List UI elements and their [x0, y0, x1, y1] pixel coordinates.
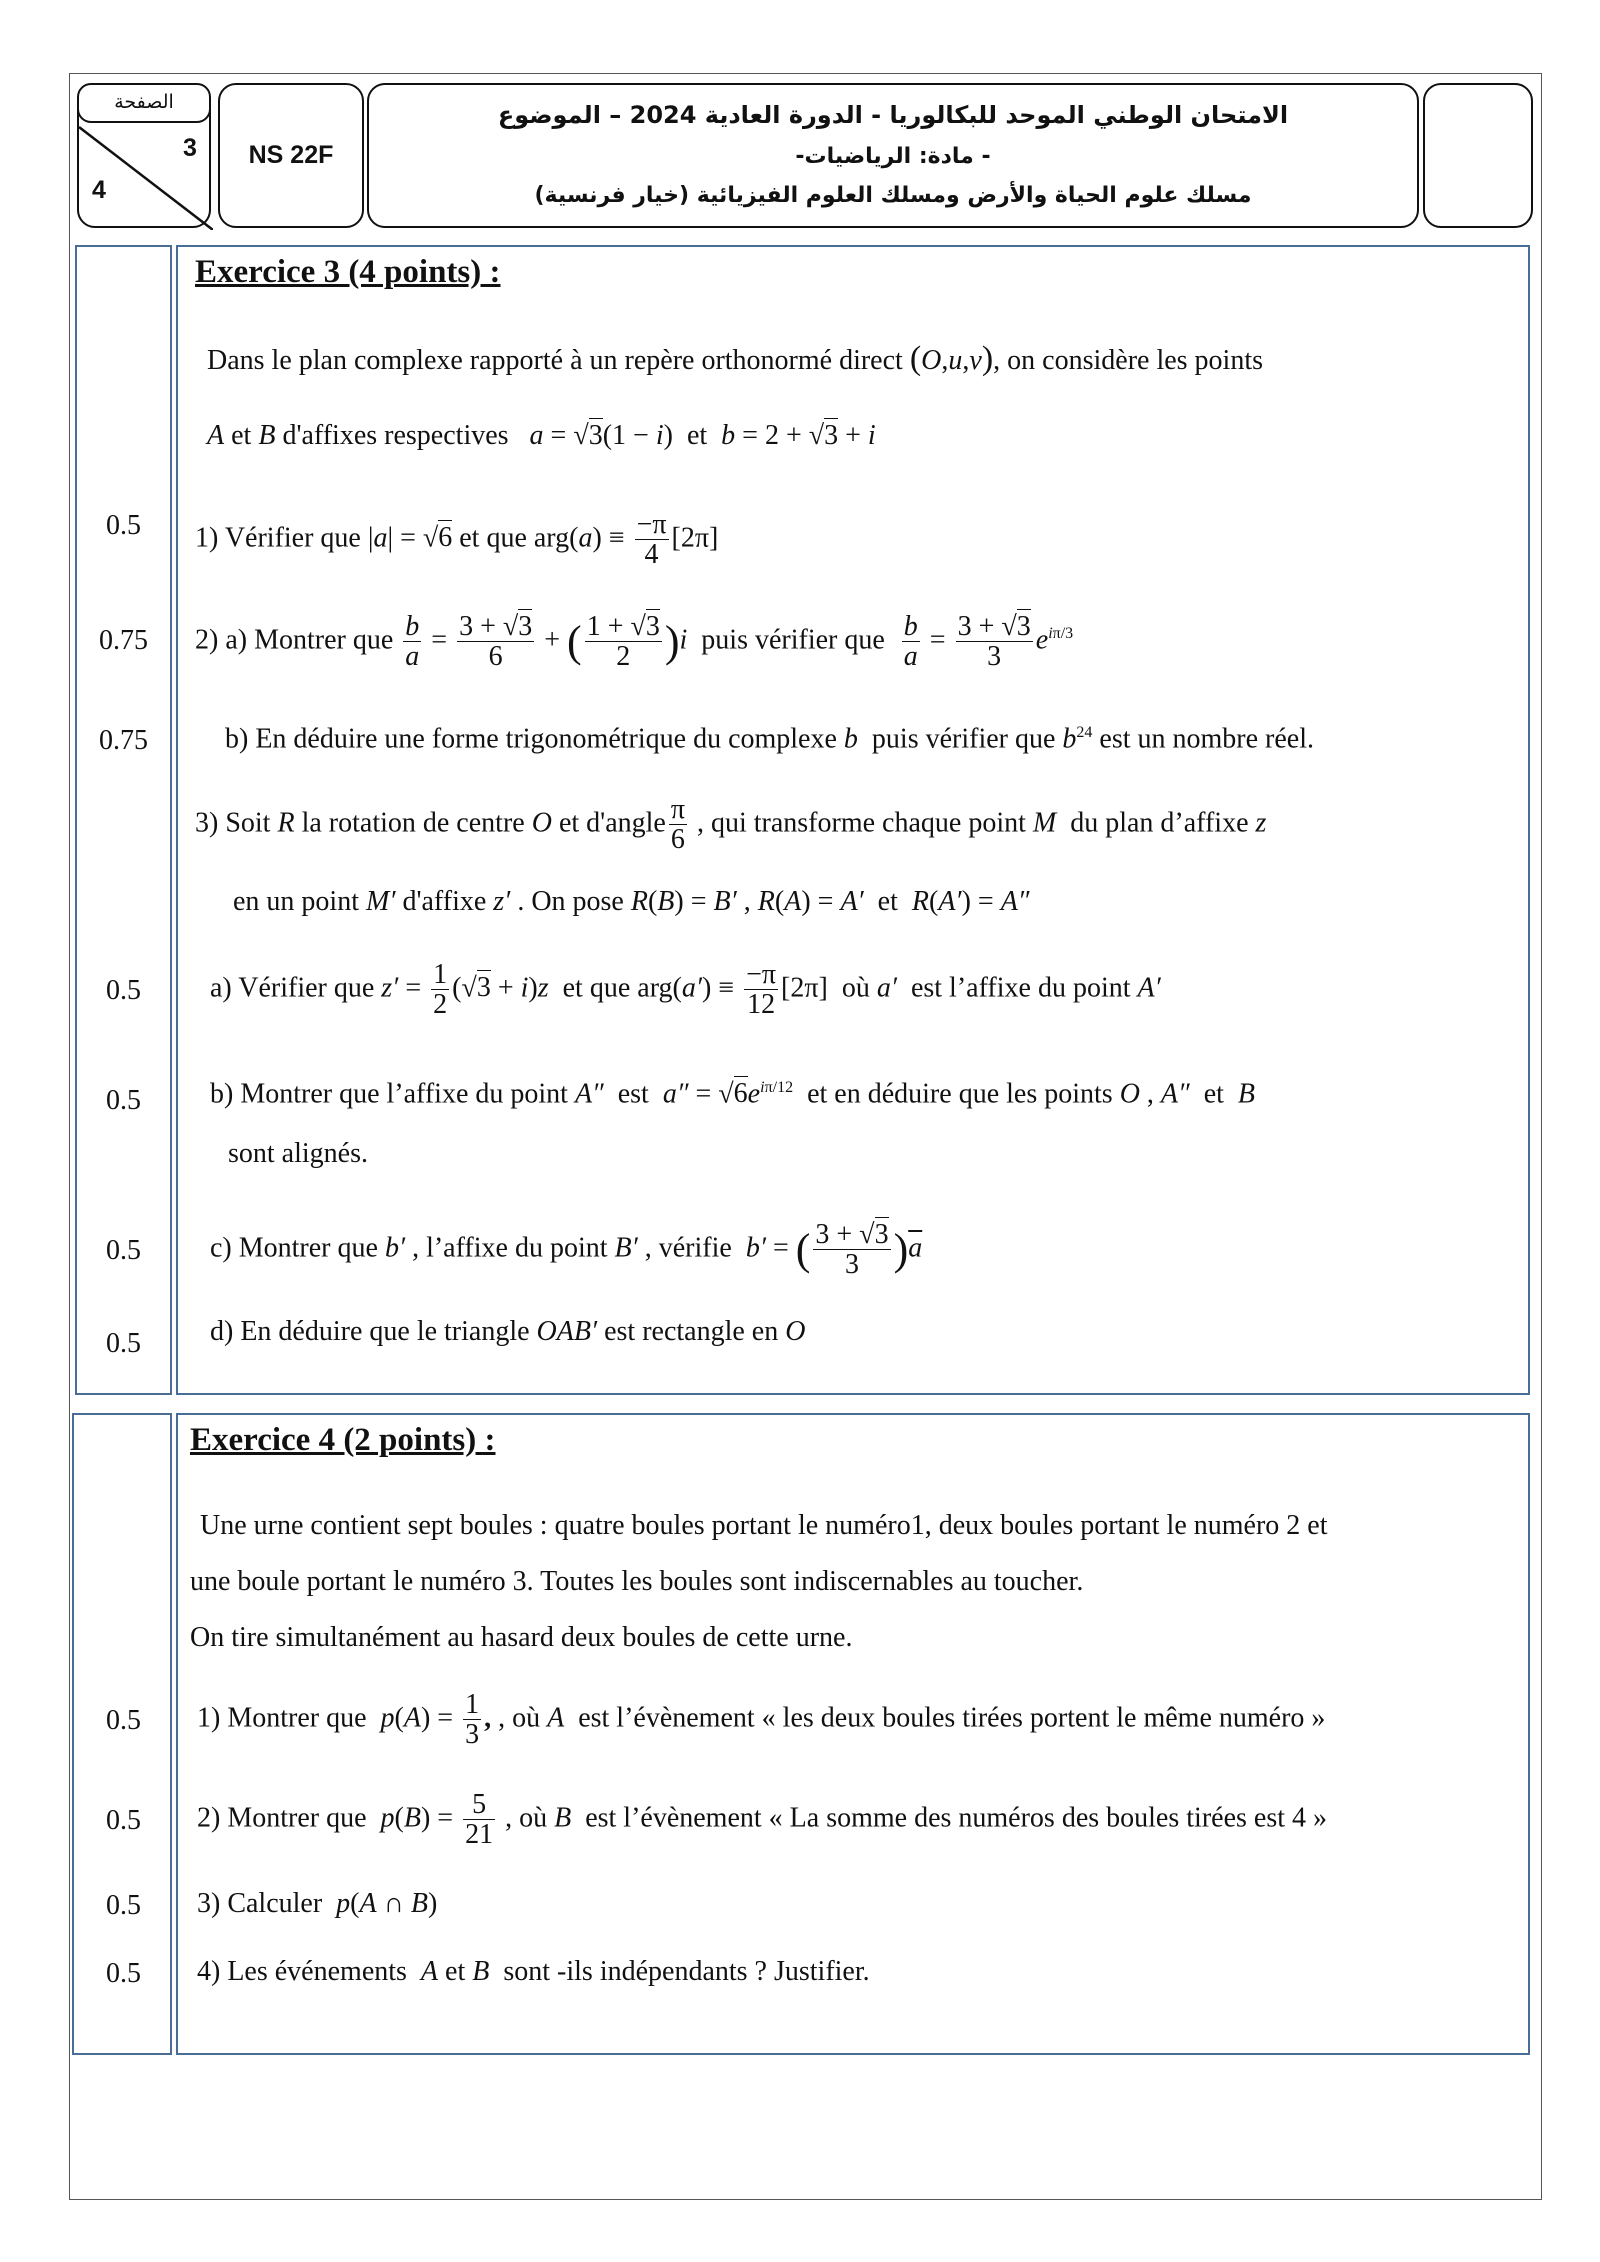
ex3-points-column	[75, 245, 172, 1395]
ex3-points-q1: 0.5	[106, 510, 141, 541]
ex3-q3b-line2: sont alignés.	[228, 1138, 368, 1169]
exam-code: NS 22F	[218, 83, 364, 228]
ex4-q2: 2) Montrer que p(B) = $\frac{5}{21}$ , où B est l’évènement « La somme des numéros des boules tirées est 4 »	[197, 1789, 1327, 1851]
ex3-points-q3a: 0.5	[106, 975, 141, 1006]
ex3-q3b: b) Montrer que l’affixe du point A″ est $a'' = √6e^{i\pi/12}$ et en déduire que les points O , A″ et B	[210, 1078, 1256, 1110]
ex4-points-q2: 0.5	[106, 1805, 141, 1836]
ex3-q3-line2: en un point M′ d'affixe z′ . On pose R(B) = B′ , R(A) = A′ et R(A′) = A″	[233, 886, 1030, 917]
ex3-points-q2a: 0.75	[99, 625, 148, 656]
ex4-intro-line3: On tire simultanément au hasard deux boules de cette urne.	[190, 1622, 853, 1653]
page-label: الصفحة	[77, 83, 211, 123]
ex3-q1: 1) Vérifier que |a| = √6 et que arg(a) ≡ $\frac{-\pi}{4}$ [2π]	[195, 509, 719, 571]
ex3-q3a: a) Vérifier que z′ = $\frac{1}{2}$ (√3 + i)z et que arg(a′) ≡ $\frac{-\pi}{12}$ [2π] où a′ est l’affixe du point A′	[210, 959, 1161, 1021]
ex3-points-q3d: 0.5	[106, 1328, 141, 1359]
exam-title-line2: - مادة: الرياضيات-	[795, 144, 991, 169]
exam-title-line1: الامتحان الوطني الموحد للبكالوريا - الدورة العادية 2024 – الموضوع	[497, 101, 1289, 129]
ex4-intro-line1: Une urne contient sept boules : quatre boules portant le numéro1, deux boules portant le numéro 2 et	[200, 1510, 1328, 1541]
ex3-q3c: c) Montrer que b′ , l’affixe du point B′ , vérifie b′ = ( $\frac{3 + √3}{3}$ )$\overline{a}$	[210, 1219, 923, 1281]
ex4-q3: 3) Calculer p(A ∩ B)	[197, 1888, 438, 1919]
ex3-q3d: d) En déduire que le triangle OAB′ est rectangle en O	[210, 1316, 806, 1347]
ex4-points-q4: 0.5	[106, 1958, 141, 1989]
page-total: 4	[92, 176, 106, 204]
ex4-intro-line2: une boule portant le numéro 3. Toutes les boules sont indiscernables au toucher.	[190, 1566, 1084, 1597]
ex3-q3: 3) Soit R la rotation de centre O et d'angle $\frac{\pi}{6}$ , qui transforme chaque point M du plan d’affixe z	[195, 794, 1267, 856]
ex3-intro-line2: A et B d'affixes respectives a = √3(1 − i) et b = 2 + √3 + i	[207, 420, 876, 451]
ex4-title: Exercice 4 (2 points) :	[190, 1422, 496, 1458]
ex3-points-q3c: 0.5	[106, 1235, 141, 1266]
ex4-points-q1: 0.5	[106, 1705, 141, 1736]
ex4-q1: 1) Montrer que p(A) = $\frac{1}{3}$ , , où A est l’évènement « les deux boules tirées portent le même numéro »	[197, 1689, 1326, 1751]
ex3-intro-line1: Dans le plan complexe rapporté à un repère orthonormé direct (O,u,v), on considère les points	[207, 340, 1263, 377]
ex3-points-q3b: 0.5	[106, 1085, 141, 1116]
page-current: 3	[183, 134, 197, 162]
ex3-q2b: b) En déduire une forme trigonométrique du complexe b puis vérifier que $b^{24}$ est un nombre réel.	[225, 723, 1315, 755]
ex3-title: Exercice 3 (4 points) :	[195, 254, 501, 290]
exam-title-box	[367, 83, 1419, 228]
ex3-q2a: 2) a) Montrer que $\frac{b}{a}$ = $\frac{3 + √3}{6}$ + ( $\frac{1 + √3}{2}$ )i puis vérifier que $\frac{b}{a}$ = $\frac{3 + √3}{3}$ $e^{i\pi/3}$	[195, 611, 1074, 673]
exam-title-line3: مسلك علوم الحياة والأرض ومسلك العلوم الفيزيائية (خيار فرنسية)	[534, 183, 1252, 208]
empty-header-box	[1423, 83, 1533, 228]
ex3-points-q2b: 0.75	[99, 725, 148, 756]
ex4-q4: 4) Les événements A et B sont -ils indépendants ? Justifier.	[197, 1956, 870, 1987]
ex4-points-q3: 0.5	[106, 1890, 141, 1921]
